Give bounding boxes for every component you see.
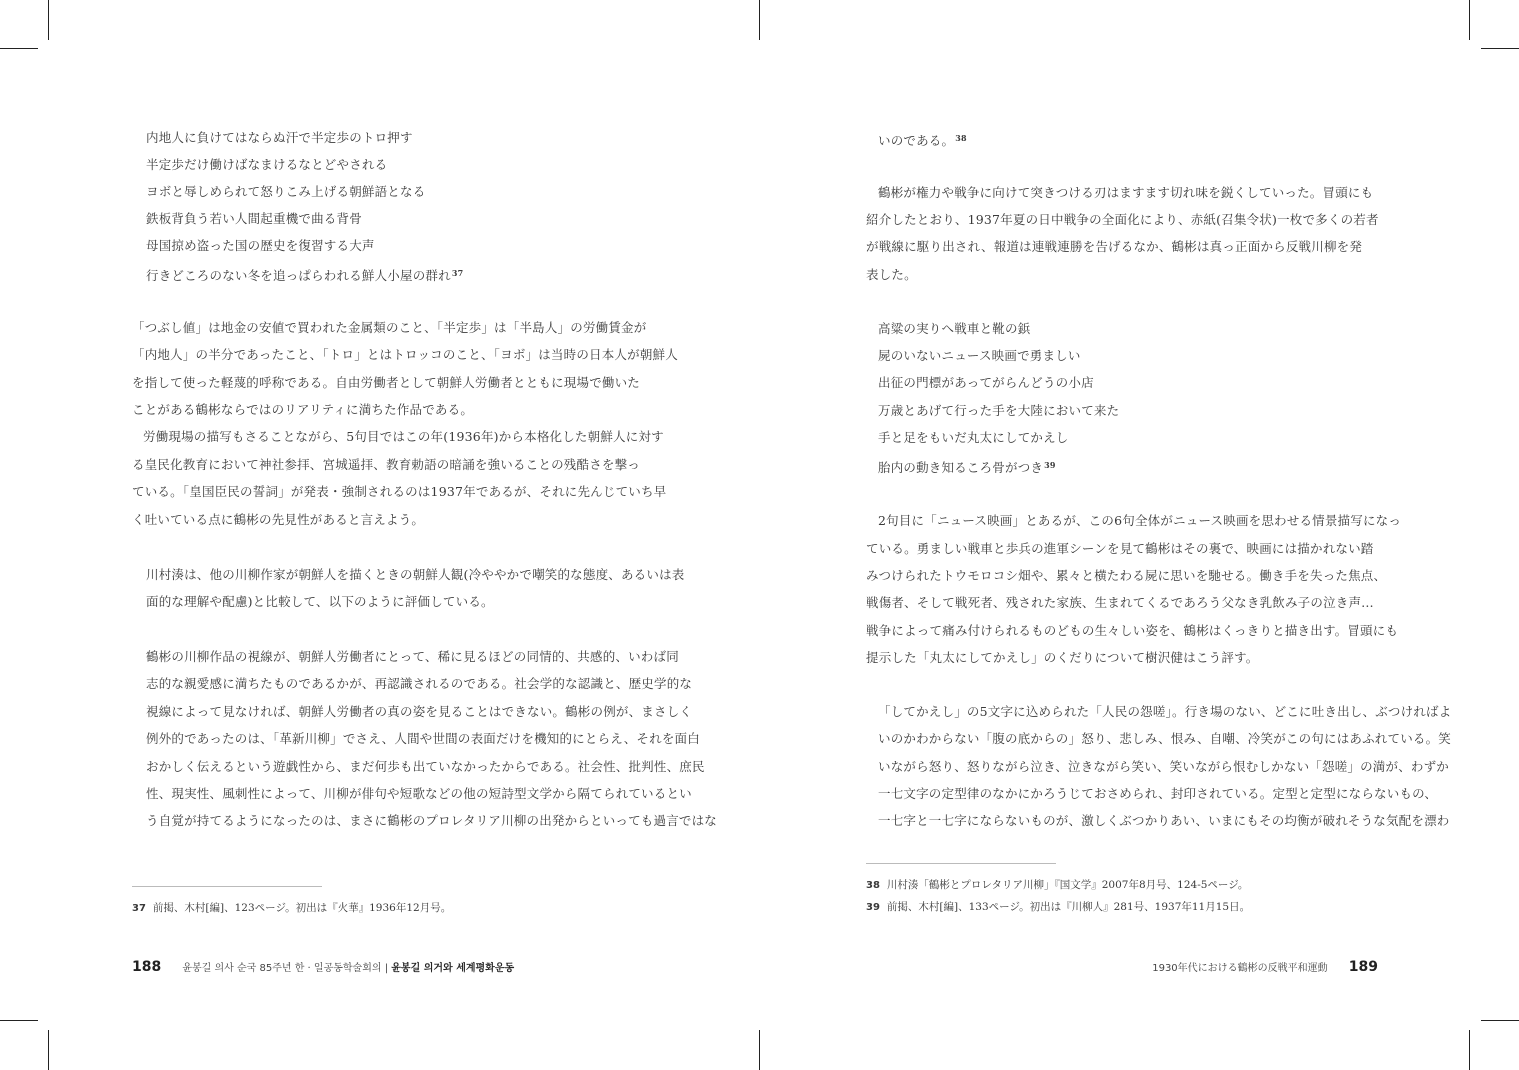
footnote-number: 38	[866, 880, 880, 891]
quote-line: 例外的であったのは、「革新川柳」でさえ、人間や世間の表面だけを機知的にとらえ、それを面白	[146, 731, 700, 746]
text-line: 表した。	[866, 267, 917, 282]
poem-line: 行きどころのない冬を追っぱらわれる鮮人小屋の群れ$^{37}$	[146, 268, 464, 283]
footnote-rule	[132, 886, 322, 887]
page-number: 189	[1348, 959, 1378, 975]
footnote	[866, 900, 1250, 915]
text-line: ている。「皇国臣民の誓詞」が発表・強制されるのは1937年であるが、それに先んじていち早	[132, 484, 667, 499]
text-line: 2句目に「ニュース映画」とあるが、この6句全体がニュース映画を思わせる情景描写になっ	[878, 513, 1402, 528]
quote-line: 「してかえし」の5文字に込められた「人民の怨嗟」。行き場のない、どこに吐き出し、ぶつければよ	[878, 704, 1452, 719]
right-page	[760, 0, 1519, 1070]
text-line: る皇民化教育において神社参拝、宮城遥拝、教育勅語の暗誦を強いることの残酷さを撃っ	[132, 457, 641, 472]
quote-line: いながら怒り、怒りながら泣き、泣きながら笑い、笑いながら恨むしかない「怨嗟」の満が、わずか	[878, 759, 1450, 774]
quote-line: 一七字と一七字にならないものが、激しくぶつかりあい、いまにもその均衡が破れそうな気配を漂わ	[878, 813, 1450, 828]
footnote	[866, 878, 1248, 893]
page-footer	[132, 957, 514, 978]
text-line: 戦争によって痛み付けられるものどもの生々しい姿を、鶴彬はくっきりと描き出す。冒頭にも	[866, 623, 1399, 638]
footnote-rule	[866, 863, 1056, 864]
footnote-ref: 38	[955, 133, 967, 143]
poem-line: 屍のいないニュース映画で勇ましい	[878, 348, 1081, 363]
quote-line: 視線によって見なければ、朝鮮人労働者の真の姿を見ることはできない。鶴彬の例が、まさしく	[146, 704, 693, 719]
text-line: く吐いている点に鶴彬の先見性があると言えよう。	[132, 512, 425, 527]
text-line: 「内地人」の半分であったこと、「トロ」とはトロッコのこと、「ヨボ」は当時の日本人が朝鮮人	[132, 347, 678, 362]
footnote-text: 前掲、木村[編]、123ページ。初出は『火華』1936年12月号。	[152, 902, 452, 914]
text-line: 提示した「丸太にしてかえし」のくだりについて樹沢健はこう評す。	[866, 650, 1259, 665]
footnote	[132, 901, 451, 916]
poem-line: 手と足をもいだ丸太にしてかえし	[878, 430, 1069, 445]
text-line: ことがある鶴彬ならではのリアリティに満ちた作品である。	[132, 402, 474, 417]
poem-line: 万歳とあげて行った手を大陸において来た	[878, 403, 1120, 418]
running-head: 1930年代における鶴彬の反戦平和運動	[1152, 963, 1328, 974]
quote-line: 志的な親愛感に満ちたものであるかが、再認識されるのである。社会学的な認識と、歴史学的な	[146, 676, 693, 691]
poem-line: 高粱の実りへ戦車と靴の鋲	[878, 321, 1031, 336]
text-line: 「つぶし値」は地金の安値で買われた金属類のこと、「半定歩」は「半島人」の労働賃金が	[132, 320, 647, 335]
quote-line: おかしく伝えるという遊戯性から、まだ何歩も出ていなかったからである。社会性、批判性、庶民	[146, 759, 705, 774]
text-line: 鶴彬が権力や戦争に向けて突きつける刃はますます切れ味を鋭くしていった。冒頭にも	[878, 185, 1374, 200]
footnote-number: 39	[866, 902, 880, 913]
running-head: 윤봉길 의사 순국 85주년 한 · 일공동학술회의 | 윤봉길 의거와 세계평화운동	[182, 963, 515, 974]
poem-line: 内地人に負けてはならぬ汗で半定歩のトロ押す	[146, 130, 413, 145]
poem-line: 母国掠め盗った国の歴史を復習する大声	[146, 238, 375, 253]
text-line: が戦線に駆り出され、報道は連戦連勝を告げるなか、鶴彬は真っ正面から反戦川柳を発	[866, 239, 1363, 254]
text-line: 紹介したとおり、1937年夏の日中戦争の全面化により、赤紙(召集令状)一枚で多くの若者	[866, 212, 1379, 227]
quote-line: う自覚が持てるようになったのは、まさに鶴彬のプロレタリア川柳の出発からといっても過言ではな	[146, 813, 718, 828]
poem-line: 胎内の動き知るころ骨がつき$^{39}$	[878, 460, 1056, 475]
text-line: 戦傷者、そして戦死者、残された家族、生まれてくるであろう父なき乳飲み子の泣き声…	[866, 595, 1374, 610]
poem-line: 鉄板背負う若い人間起重機で曲る背骨	[146, 211, 362, 226]
poem-line: ヨボと辱しめられて怒りこみ上げる朝鮮語となる	[146, 184, 426, 199]
footnote-number: 37	[132, 903, 146, 914]
footnote-ref: 39	[1044, 460, 1056, 470]
text-line: を指して使った軽蔑的呼称である。自由労働者として朝鮮人労働者とともに現場で働いた	[132, 375, 641, 390]
page-number: 188	[132, 959, 162, 975]
text-line: 面的な理解や配慮)と比較して、以下のように評価している。	[146, 594, 494, 609]
quote-line: 鶴彬の川柳作品の視線が、朝鮮人労働者にとって、稀に見るほどの同情的、共感的、いわば同	[146, 649, 679, 664]
poem-line: 出征の門標があってがらんどうの小店	[878, 375, 1094, 390]
footnote-text: 川村湊「鶴彬とプロレタリア川柳」『国文学』2007年8月号、124-5ページ。	[886, 879, 1249, 891]
footnote-ref: 37	[451, 268, 464, 278]
page-footer	[1152, 957, 1378, 978]
quote-line: 一七文字の定型律のなかにかろうじておさめられ、封印されている。定型と定型にならないもの、	[878, 786, 1438, 801]
text-line: ている。勇ましい戦車と歩兵の進軍シーンを見て鶴彬はその裏で、映画には描かれない踏	[866, 541, 1374, 556]
quote-line: 性、現実性、風刺性によって、川柳が俳句や短歌などの他の短詩型文学から隔てられているとい	[146, 786, 692, 801]
quote-line: いのかわからない「腹の底からの」怒り、悲しみ、恨み、自嘲、冷笑がこの句にはあふれている。笑	[878, 731, 1452, 746]
footnote-text: 前掲、木村[編]、133ページ。初出は『川柳人』281号、1937年11月15日。	[886, 901, 1251, 913]
text-line: 川村湊は、他の川柳作家が朝鮮人を描くときの朝鮮人観(冷ややかで嘲笑的な態度、あるいは表	[146, 567, 685, 582]
left-page	[0, 0, 759, 1070]
text-line: みつけられたトウモロコシ畑や、累々と横たわる屍に思いを馳せる。働き手を失った焦点、	[866, 568, 1387, 583]
poem-line: 半定歩だけ働けばなまけるなとどやされる	[146, 157, 388, 172]
text-line: 労働現場の描写もさることながら、5句目ではこの年(1936年)から本格化した朝鮮人に対す	[143, 429, 664, 444]
continued-line: いのである。$^{38}$	[878, 133, 967, 148]
